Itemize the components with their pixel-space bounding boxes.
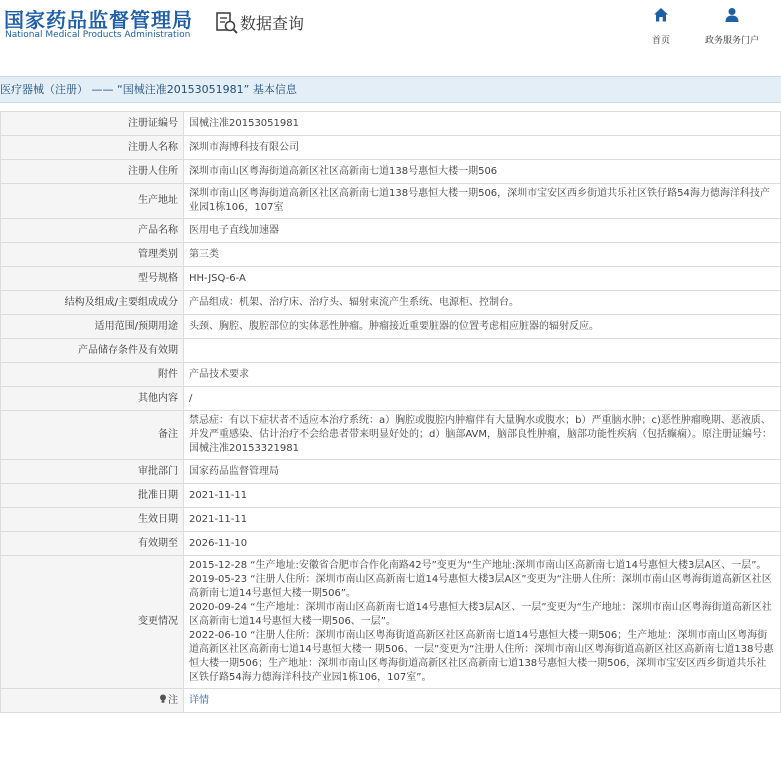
detail-value: 深圳市海博科技有限公司 <box>184 136 781 160</box>
detail-label: 审批部门 <box>1 460 184 484</box>
detail-label: 型号规格 <box>1 267 184 291</box>
detail-table <box>0 111 781 713</box>
detail-label: 注册人住所 <box>1 160 184 184</box>
user-icon <box>723 6 741 24</box>
detail-label: 生产地址 <box>1 184 184 219</box>
lightbulb-icon <box>159 694 167 704</box>
detail-label: 产品名称 <box>1 219 184 243</box>
detail-row <box>1 136 781 160</box>
detail-row <box>1 387 781 411</box>
detail-row <box>1 411 781 460</box>
detail-row <box>1 363 781 387</box>
details-link[interactable]: 详情 <box>189 694 209 706</box>
detail-row <box>1 484 781 508</box>
detail-row <box>1 243 781 267</box>
detail-value: 第三类 <box>184 243 781 267</box>
site-header <box>0 0 781 66</box>
site-logo-title[interactable]: 国家药品监督管理局 <box>4 8 193 32</box>
detail-value <box>184 339 781 363</box>
detail-value: 2021-11-11 <box>184 508 781 532</box>
detail-value: 深圳市南山区粤海街道高新区社区高新南七道138号惠恒大楼一期506，深圳市宝安区西乡街道共乐社区铁仔路54海力德海洋科技产业园1栋106，107室 <box>184 184 781 219</box>
detail-label: 管理类别 <box>1 243 184 267</box>
nav-service-portal[interactable] <box>697 6 767 47</box>
nav-service-label: 政务服务门户 <box>704 36 759 46</box>
detail-value: HH-JSQ-6-A <box>184 267 781 291</box>
data-query-icon <box>215 11 239 35</box>
detail-row <box>1 315 781 339</box>
detail-value: 2026-11-10 <box>184 532 781 556</box>
nav-home[interactable] <box>626 6 696 47</box>
detail-label: 有效期至 <box>1 532 184 556</box>
note-label: 注 <box>168 694 178 706</box>
breadcrumb-text: 医疗器械（注册） —— “国械注准20153051981” 基本信息 <box>0 83 297 96</box>
detail-value: 国械注准20153051981 <box>184 112 781 136</box>
note-label-cell <box>1 689 184 713</box>
detail-value: 2021-11-11 <box>184 484 781 508</box>
detail-label: 批准日期 <box>1 484 184 508</box>
note-row <box>1 689 781 713</box>
detail-value: / <box>184 387 781 411</box>
detail-label: 注册证编号 <box>1 112 184 136</box>
detail-value: 头颈、胸腔、腹腔部位的实体恶性肿瘤。肿瘤接近重要脏器的位置考虑相应脏器的辐射反应。 <box>184 315 781 339</box>
detail-label: 变更情况 <box>1 556 184 689</box>
detail-label: 附件 <box>1 363 184 387</box>
detail-label: 注册人名称 <box>1 136 184 160</box>
detail-value: 深圳市南山区粤海街道高新区社区高新南七道138号惠恒大楼一期506 <box>184 160 781 184</box>
detail-row <box>1 508 781 532</box>
detail-row <box>1 532 781 556</box>
detail-value: 产品技术要求 <box>184 363 781 387</box>
detail-value: 禁忌症：有以下症状者不适应本治疗系统：a）胸腔或腹腔内肿瘤伴有大量胸水或腹水；b）严重脑水肿；c)恶性肿瘤晚期、恶液质、并发严重感染、估计治疗不会给患者带来明显好处的；d）脑部AVM，脑部良性肿瘤，脑部功能性疾病（包括癫痫）。原注册证编号：国械注准20153321981 <box>184 411 781 460</box>
detail-label: 适用范围/预期用途 <box>1 315 184 339</box>
detail-row <box>1 184 781 219</box>
breadcrumb <box>0 76 781 103</box>
detail-row <box>1 112 781 136</box>
detail-row <box>1 291 781 315</box>
detail-row <box>1 339 781 363</box>
detail-row <box>1 460 781 484</box>
detail-row <box>1 267 781 291</box>
detail-label: 备注 <box>1 411 184 460</box>
detail-row <box>1 556 781 689</box>
detail-row <box>1 219 781 243</box>
site-logo-subtitle: National Medical Products Administration <box>5 30 191 40</box>
detail-row <box>1 160 781 184</box>
detail-value: 国家药品监督管理局 <box>184 460 781 484</box>
detail-label: 结构及组成/主要组成成分 <box>1 291 184 315</box>
detail-value: 2015-12-28 “生产地址:安徽省合肥市合作化南路42号”变更为“生产地址:深圳市南山区高新南七道14号惠恒大楼3层A区、一层”。 2019-05-23 “注册人住所：深圳市南山区高新南七道14号惠恒大楼3层A区”变更为“注册人住所：深圳市南山区粤海街道高新区社区高新南七道14号惠恒大楼一期506”。 2020-09-24 “生产地址：深圳市南山区高新南七道14号惠恒大楼3层A区、一层”变更为“生产地址：深圳市南山区粤海街道高新区社区高新南七道14号惠恒大楼一期506、一层”。 2022-06-10 “注册人住所：深圳市南山区粤海街道高新区社区高新南七道14号惠恒大楼一期506；生产地址：深圳市南山区粤海街道高新区社区高新南七道14号惠恒大楼一 期506、一层”变更为“注册人住所：深圳市南山区粤海街道高新区社区高新南七道138号惠恒大楼一期506；生产地址：深圳市南山区粤海街道高新区社区高新南七道138号惠恒大楼一期506，深圳市宝安区西乡街道共乐社区铁仔路54海力德海洋科技产业园1栋106，107室”。 <box>184 556 781 689</box>
detail-value: 产品组成：机架、治疗床、治疗头、辐射束流产生系统、电源柜、控制台。 <box>184 291 781 315</box>
detail-label: 产品储存条件及有效期 <box>1 339 184 363</box>
detail-label: 生效日期 <box>1 508 184 532</box>
nav-home-label: 首页 <box>651 36 670 46</box>
detail-label: 其他内容 <box>1 387 184 411</box>
detail-value: 医用电子直线加速器 <box>184 219 781 243</box>
home-icon <box>652 6 670 24</box>
data-query-title: 数据查询 <box>240 14 305 33</box>
note-value-cell <box>184 689 781 713</box>
